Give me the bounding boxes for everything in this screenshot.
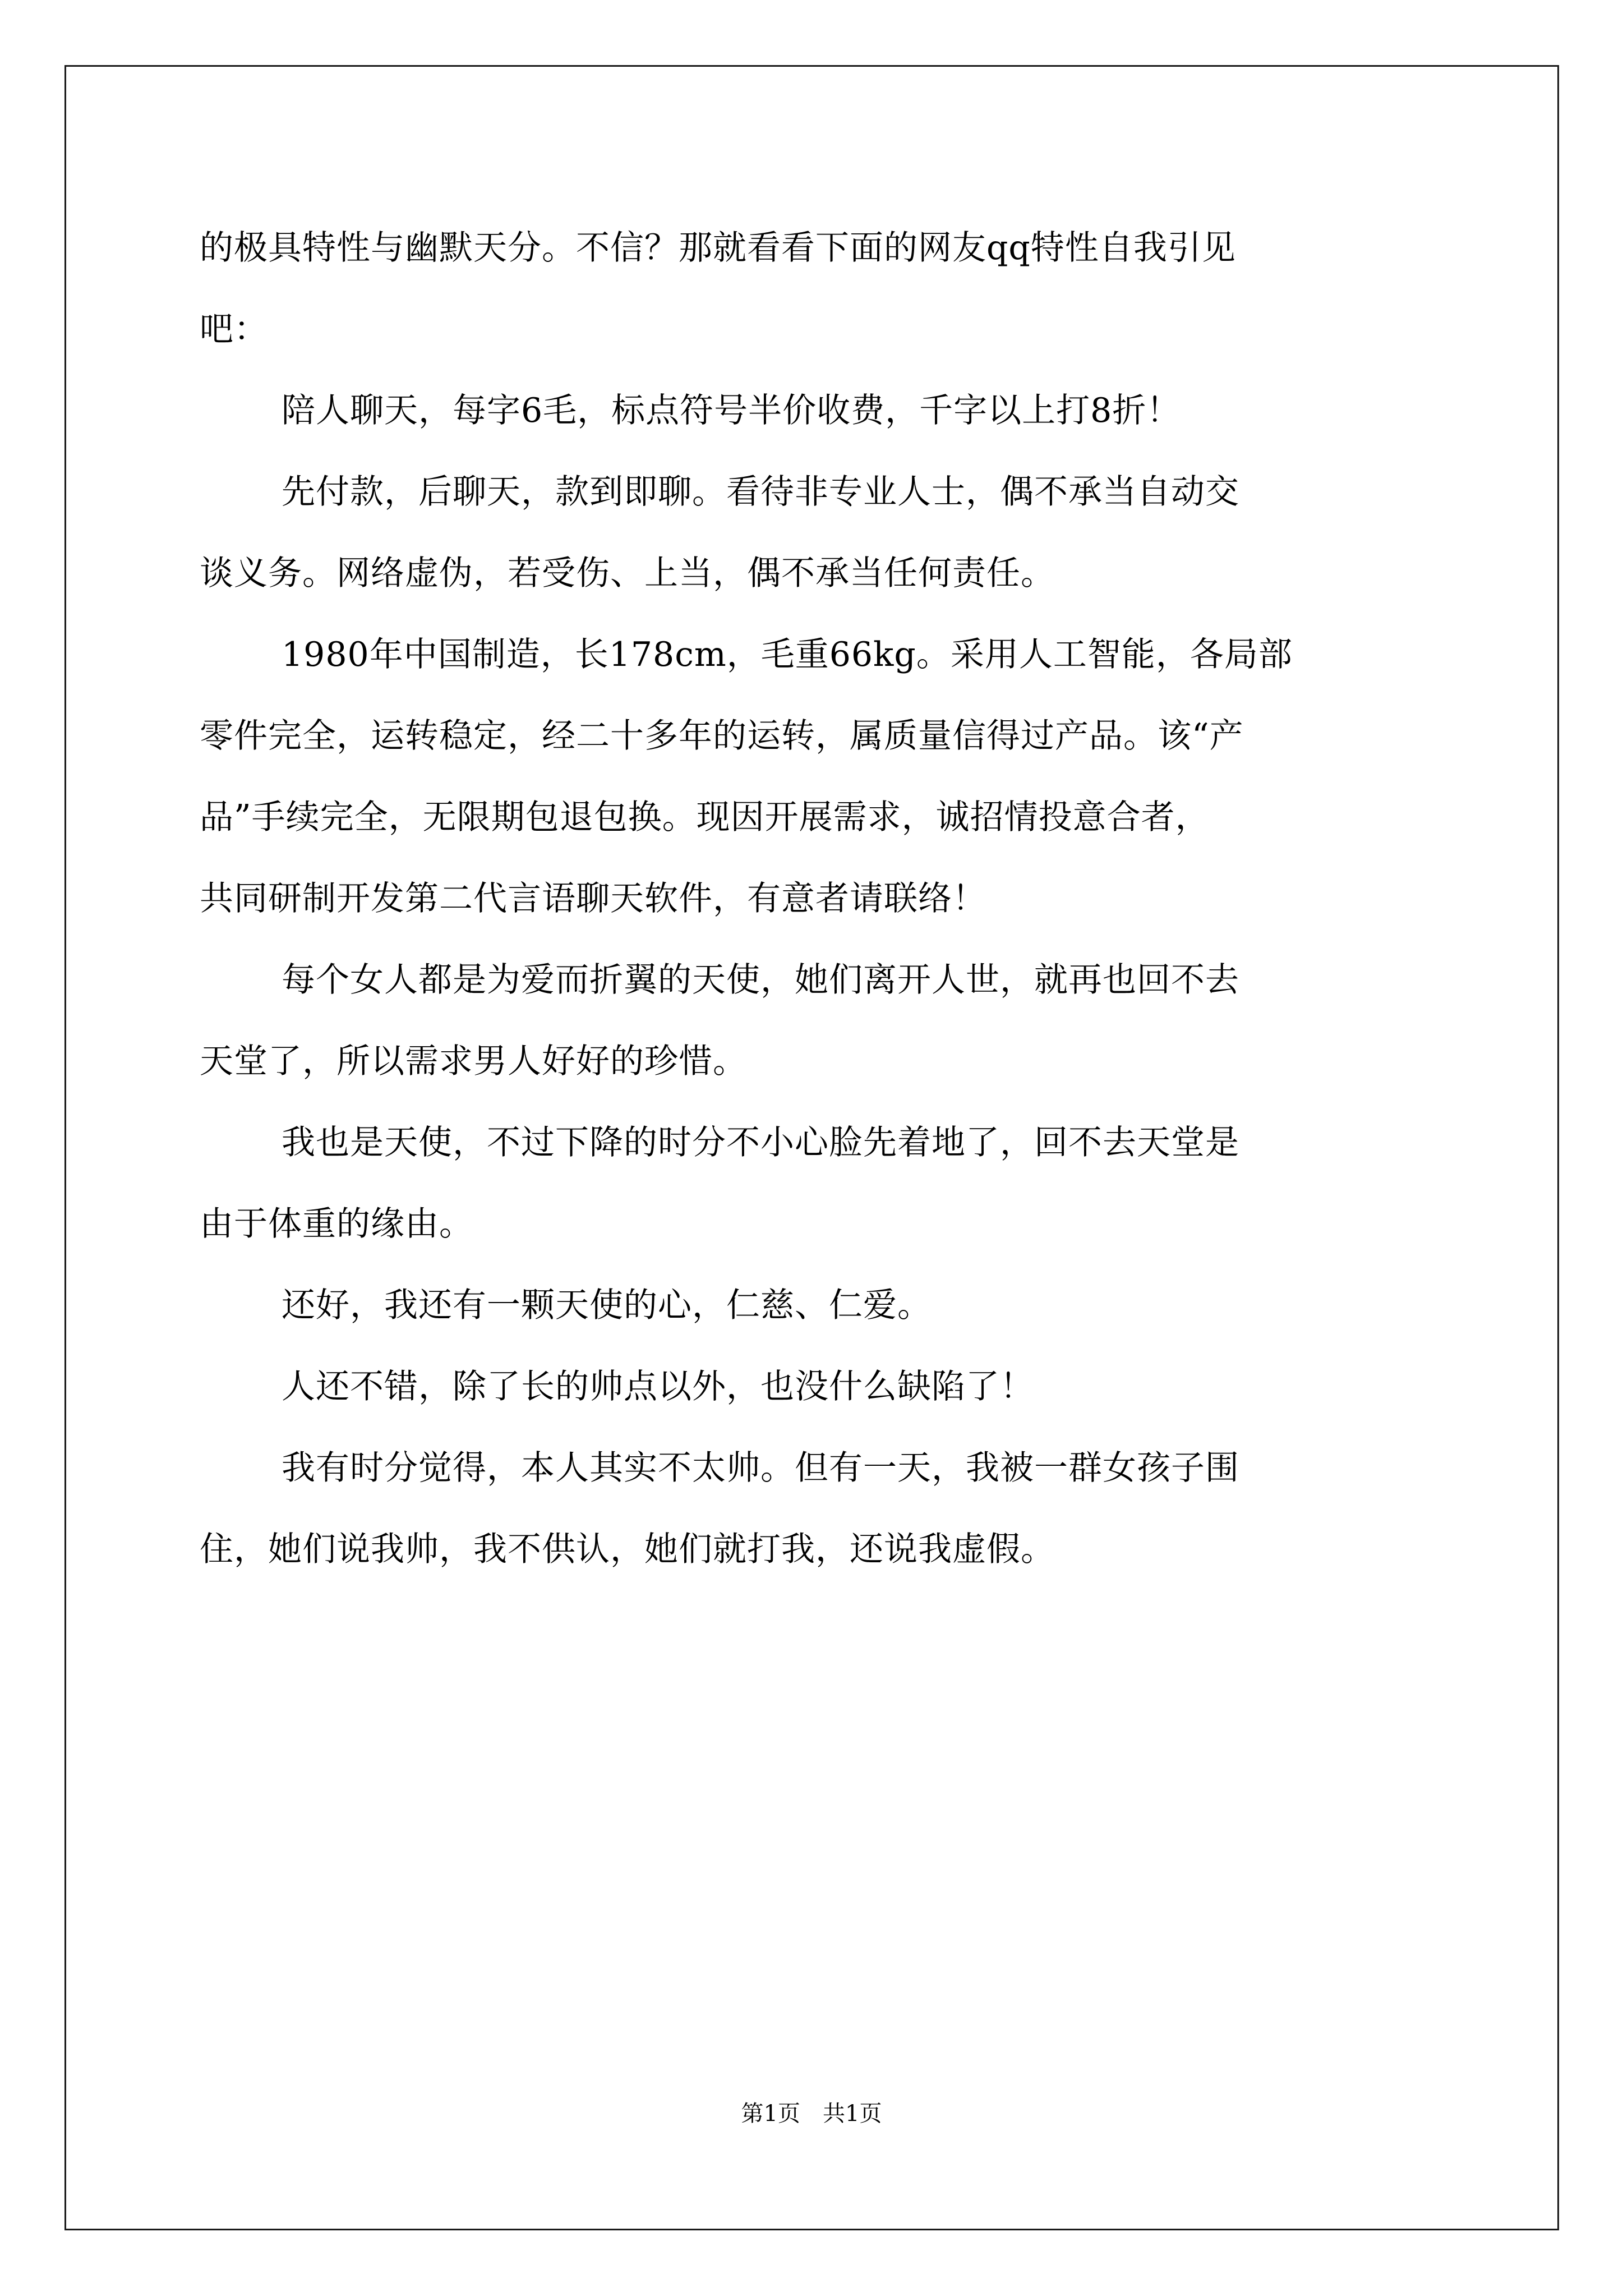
text-line: 谈义务。网络虚伪，若受伤、上当，偶不承当任何责任。 — [200, 554, 1055, 593]
text-line: 吧： — [200, 310, 268, 349]
text-line: 先付款，后聊天，款到即聊。看待非专业人士，偶不承当自动交 — [282, 472, 1239, 512]
document-body — [200, 208, 1433, 1590]
text-line: 每个女人都是为爱而折翼的天使，她们离开人世，就再也回不去 — [282, 960, 1239, 1000]
text-line: 品”手续完全，无限期包退包换。现因开展需求，诚招情投意合者， — [200, 798, 1210, 837]
page-footer — [0, 2097, 1623, 2131]
text-line: 零件完全，运转稳定，经二十多年的运转，属质量信得过产品。该“产 — [200, 716, 1244, 756]
text-line: 共同研制开发第二代言语聊天软件，有意者请联络！ — [200, 879, 986, 918]
text-line: 天堂了，所以需求男人好好的珍惜。 — [200, 1042, 747, 1081]
text-line: 住，她们说我帅，我不供认，她们就打我，还说我虚假。 — [200, 1530, 1055, 1569]
text-line: 陪人聊天，每字6毛，标点符号半价收费，千字以上打8折！ — [282, 391, 1181, 430]
page-number-label: 第1页 共1页 — [741, 2101, 882, 2127]
text-line: 还好，我还有一颗天使的心，仁慈、仁爱。 — [282, 1286, 932, 1325]
text-line: 我也是天使，不过下降的时分不小心脸先着地了，回不去天堂是 — [282, 1123, 1239, 1162]
text-line: 我有时分觉得，本人其实不太帅。但有一天，我被一群女孩子围 — [282, 1448, 1239, 1488]
text-line: 由于体重的缘由。 — [200, 1204, 473, 1244]
text-line: 1980年中国制造，长178cm，毛重66kg。采用人工智能，各局部 — [282, 635, 1293, 674]
text-line: 人还不错，除了长的帅点以外，也没什么缺陷了！ — [282, 1367, 1034, 1406]
text-line: 的极具特性与幽默天分。不信？那就看看下面的网友qq特性自我引见 — [200, 228, 1236, 268]
